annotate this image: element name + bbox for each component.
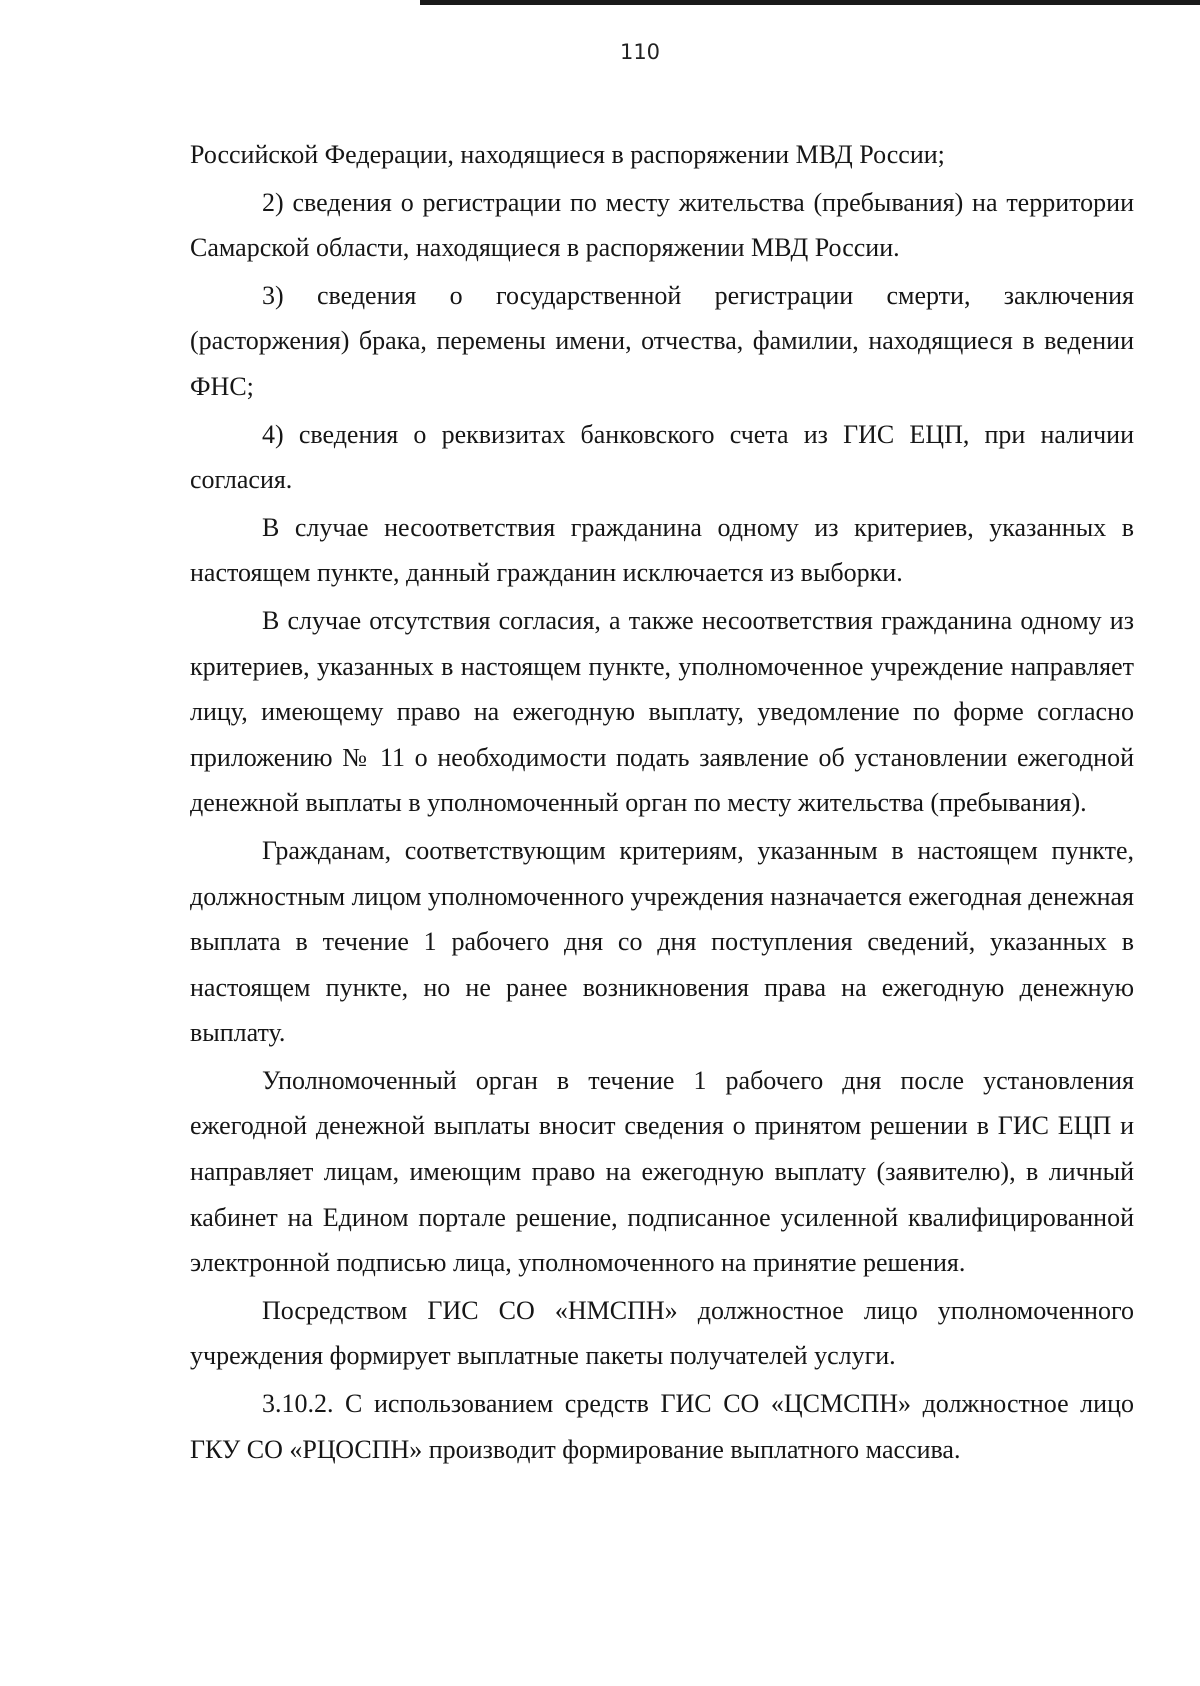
list-item-2: 2) сведения о регистрации по месту жительства (пребывания) на территории Самарской области, находящиеся в распоряжении МВД России. [190,187,1134,263]
paragraph-assignment: Гражданам, соответствующим критериям, указанным в настоящем пункте, должностным лицом уполномоченного учреждения назначается ежегодная денежная выплата в течение 1 рабочего дня со дня поступления сведений, указанных в настоящем пункте, но не ранее возникновения права на ежегодную денежную выплату. [190,835,1134,1048]
document-body [190,132,1134,1472]
top-border-rule [420,0,1200,5]
section-3-10-2: 3.10.2. С использованием средств ГИС СО «ЦСМСПН» должностное лицо ГКУ СО «РЦОСПН» производит формирование выплатного массива. [190,1389,1134,1464]
paragraph-exclusion: В случае несоответствия гражданина одному из критериев, указанных в настоящем пункте, данный гражданин исключается из выборки. [190,512,1134,588]
paragraph-payment-packages: Посредством ГИС СО «НМСПН» должностное лицо уполномоченного учреждения формирует выплатные пакеты получателей услуги. [190,1295,1134,1371]
paragraph-continuation: Российской Федерации, находящиеся в распоряжении МВД России; [190,140,945,169]
paragraph-notification: В случае отсутствия согласия, а также несоответствия гражданина одному из критериев, указанных в настоящем пункте, уполномоченное учреждение направляет лицу, имеющему право на ежегодную выплату, уведомление по форме согласно приложению № 11 о необходимости подать заявление об установлении ежегодной денежной выплаты в уполномоченный орган по месту жительства (пребывания). [190,605,1134,818]
list-item-4: 4) сведения о реквизитах банковского счета из ГИС ЕЦП, при наличии согласия. [190,419,1134,495]
paragraph-authorized-body: Уполномоченный орган в течение 1 рабочего дня после установления ежегодной денежной выплаты вносит сведения о принятом решении в ГИС ЕЦП и направляет лицам, имеющим право на ежегодную выплату (заявителю), в личный кабинет на Едином портале решение, подписанное усиленной квалифицированной электронной подписью лица, уполномоченного на принятие решения. [190,1065,1134,1278]
page-number: 110 [619,40,661,64]
list-item-3: 3) сведения о государственной регистрации смерти, заключения (расторжения) брака, перемены имени, отчества, фамилии, находящиеся в ведении ФНС; [190,280,1134,401]
